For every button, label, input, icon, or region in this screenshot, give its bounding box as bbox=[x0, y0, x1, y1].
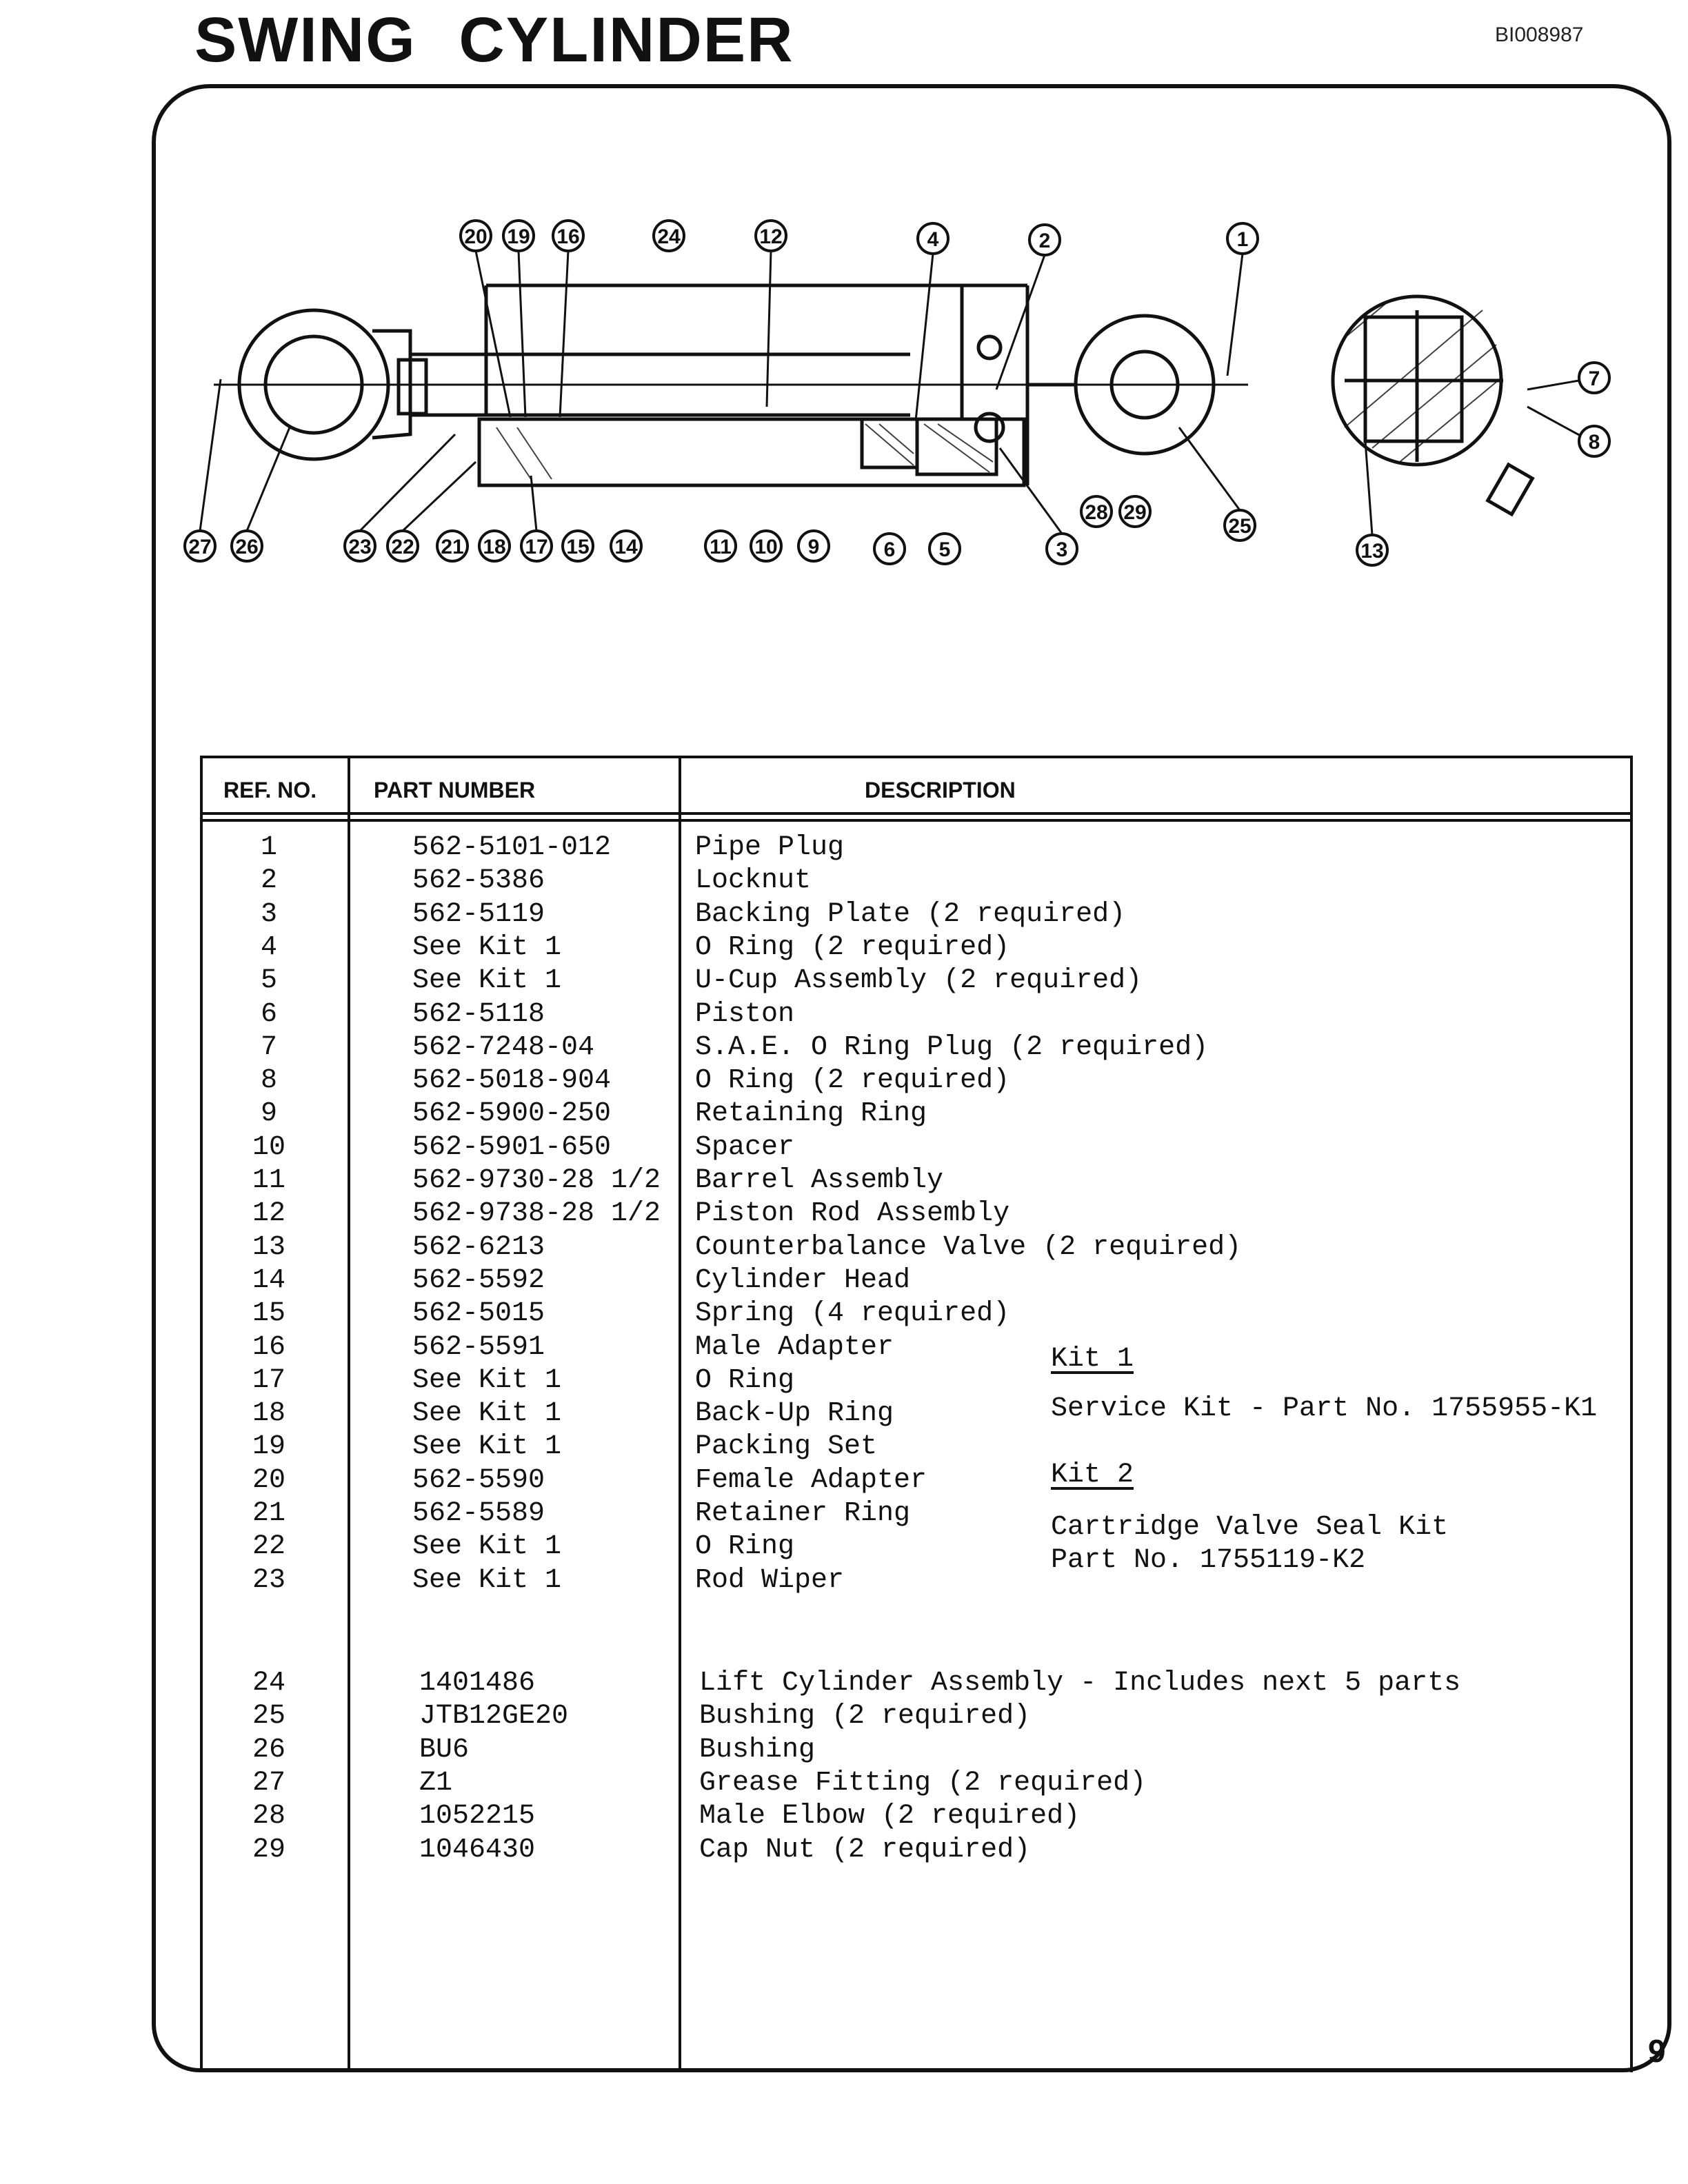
callout-5: 5 bbox=[938, 538, 951, 561]
ref-no-cell: 16 bbox=[252, 1331, 285, 1363]
ref-no-cell: 22 bbox=[252, 1531, 285, 1563]
description-cell: S.A.E. O Ring Plug (2 required) bbox=[695, 1031, 1209, 1063]
kit2-line2: Part No. 1755119-K2 bbox=[1051, 1545, 1366, 1576]
part-number-cell: 562-5901-650 bbox=[412, 1131, 612, 1163]
ref-no-cell: 29 bbox=[252, 1834, 285, 1866]
part-number-cell: 562-7248-04 bbox=[412, 1031, 595, 1063]
kit1-text: Service Kit - Part No. 1755955-K1 bbox=[1051, 1393, 1598, 1424]
header-rule bbox=[200, 812, 1633, 815]
table-row bbox=[200, 1734, 1633, 1767]
table-row bbox=[200, 1164, 1633, 1197]
part-number-cell: 562-5015 bbox=[412, 1298, 545, 1330]
part-number-cell: 562-9730-28 1/2 bbox=[412, 1165, 661, 1196]
header-ref-no: REF. NO. bbox=[223, 778, 317, 802]
description-cell: Back-Up Ring bbox=[695, 1398, 894, 1430]
callout-6: 6 bbox=[883, 538, 896, 561]
callout-14: 14 bbox=[614, 536, 638, 558]
part-number-cell: 562-9738-28 1/2 bbox=[412, 1198, 661, 1230]
callout-28: 28 bbox=[1085, 501, 1108, 524]
description-cell: O Ring bbox=[695, 1531, 795, 1563]
callout-10: 10 bbox=[754, 536, 778, 558]
ref-no-cell: 20 bbox=[252, 1464, 285, 1496]
description-cell: Male Elbow (2 required) bbox=[699, 1801, 1081, 1832]
part-number-cell: 1052215 bbox=[419, 1801, 536, 1832]
ref-no-cell: 5 bbox=[260, 965, 277, 997]
part-number-cell: 562-5386 bbox=[412, 865, 545, 897]
part-number-cell: See Kit 1 bbox=[412, 1364, 562, 1396]
ref-no-cell: 8 bbox=[260, 1065, 277, 1097]
table-row bbox=[200, 1031, 1633, 1064]
part-number-cell: See Kit 1 bbox=[412, 1531, 562, 1563]
description-cell: Retaining Ring bbox=[695, 1098, 927, 1130]
description-cell: Retainer Ring bbox=[695, 1498, 911, 1529]
description-cell: Rod Wiper bbox=[695, 1564, 845, 1596]
part-number-cell: 562-6213 bbox=[412, 1231, 545, 1263]
part-number-cell: 562-5592 bbox=[412, 1264, 545, 1296]
callout-18: 18 bbox=[483, 536, 506, 558]
table-row bbox=[200, 1700, 1633, 1733]
description-cell: Barrel Assembly bbox=[695, 1165, 944, 1196]
header-part-number: PART NUMBER bbox=[374, 778, 536, 802]
description-cell: O Ring (2 required) bbox=[695, 931, 1010, 963]
kit2-title: Kit 2 bbox=[1051, 1459, 1134, 1490]
callout-17: 17 bbox=[525, 536, 548, 558]
part-number-cell: Z1 bbox=[419, 1767, 453, 1799]
part-number-cell: 562-5591 bbox=[412, 1331, 545, 1363]
page-title: SWING CYLINDER bbox=[194, 5, 794, 75]
swing-cylinder-diagram bbox=[172, 200, 1634, 586]
ref-no-cell: 11 bbox=[252, 1165, 285, 1196]
callout-27: 27 bbox=[188, 536, 212, 558]
part-number-cell: 562-5118 bbox=[412, 998, 545, 1030]
description-cell: O Ring (2 required) bbox=[695, 1065, 1010, 1097]
description-cell: Piston Rod Assembly bbox=[695, 1198, 1010, 1230]
part-number-cell: 562-5900-250 bbox=[412, 1098, 612, 1130]
description-cell: Spring (4 required) bbox=[695, 1298, 1010, 1330]
header-description: DESCRIPTION bbox=[865, 778, 1016, 802]
table-row bbox=[200, 1098, 1633, 1131]
ref-no-cell: 18 bbox=[252, 1398, 285, 1430]
table-header bbox=[200, 756, 1633, 813]
part-number-cell: 562-5590 bbox=[412, 1464, 545, 1496]
table-row bbox=[200, 1197, 1633, 1231]
description-cell: Pipe Plug bbox=[695, 832, 845, 863]
kit1-title: Kit 1 bbox=[1051, 1344, 1134, 1375]
table-row bbox=[200, 1131, 1633, 1164]
callout-25: 25 bbox=[1228, 515, 1252, 538]
callout-7: 7 bbox=[1588, 367, 1600, 390]
callout-22: 22 bbox=[391, 536, 414, 558]
callout-2: 2 bbox=[1038, 230, 1051, 252]
part-number-cell: See Kit 1 bbox=[412, 931, 562, 963]
ref-no-cell: 2 bbox=[260, 865, 277, 897]
table-row bbox=[200, 1464, 1633, 1497]
ref-no-cell: 15 bbox=[252, 1298, 285, 1330]
callout-26: 26 bbox=[235, 536, 259, 558]
ref-no-cell: 27 bbox=[252, 1767, 285, 1799]
table-row bbox=[200, 831, 1633, 865]
part-number-cell: 1046430 bbox=[419, 1834, 536, 1866]
part-number-cell: See Kit 1 bbox=[412, 965, 562, 997]
part-number-cell: 562-5589 bbox=[412, 1498, 545, 1529]
callout-1: 1 bbox=[1236, 228, 1249, 251]
callout-20: 20 bbox=[464, 225, 488, 248]
description-cell: Cap Nut (2 required) bbox=[699, 1834, 1031, 1866]
table-row bbox=[200, 1667, 1633, 1700]
table-row bbox=[200, 998, 1633, 1031]
table-row bbox=[200, 1564, 1633, 1597]
callout-9: 9 bbox=[807, 536, 820, 558]
part-number-cell: See Kit 1 bbox=[412, 1564, 562, 1596]
description-cell: Piston bbox=[695, 998, 795, 1030]
part-number-cell: 1401486 bbox=[419, 1668, 536, 1699]
ref-no-cell: 14 bbox=[252, 1264, 285, 1296]
part-number-cell: BU6 bbox=[419, 1734, 470, 1766]
description-cell: U-Cup Assembly (2 required) bbox=[695, 965, 1143, 997]
ref-no-cell: 4 bbox=[260, 931, 277, 963]
table-row bbox=[200, 1767, 1633, 1800]
callout-4: 4 bbox=[927, 228, 939, 251]
ref-no-cell: 7 bbox=[260, 1031, 277, 1063]
description-cell: Locknut bbox=[695, 865, 812, 897]
part-number-cell: 562-5119 bbox=[412, 898, 545, 930]
description-cell: Spacer bbox=[695, 1131, 795, 1163]
callout-16: 16 bbox=[556, 225, 580, 248]
ref-no-cell: 17 bbox=[252, 1364, 285, 1396]
description-cell: O Ring bbox=[695, 1364, 795, 1396]
description-cell: Grease Fitting (2 required) bbox=[699, 1767, 1147, 1799]
description-cell: Counterbalance Valve (2 required) bbox=[695, 1231, 1242, 1263]
kit2-line1: Cartridge Valve Seal Kit bbox=[1051, 1512, 1449, 1543]
ref-no-cell: 21 bbox=[252, 1498, 285, 1529]
callout-23: 23 bbox=[348, 536, 372, 558]
ref-no-cell: 28 bbox=[252, 1801, 285, 1832]
callout-13: 13 bbox=[1360, 540, 1384, 563]
table-row bbox=[200, 964, 1633, 998]
description-cell: Cylinder Head bbox=[695, 1264, 911, 1296]
ref-no-cell: 12 bbox=[252, 1198, 285, 1230]
table-row bbox=[200, 1430, 1633, 1464]
part-number-cell: See Kit 1 bbox=[412, 1398, 562, 1430]
ref-no-cell: 24 bbox=[252, 1668, 285, 1699]
callout-15: 15 bbox=[566, 536, 590, 558]
description-cell: Lift Cylinder Assembly - Includes next 5 parts bbox=[699, 1668, 1461, 1699]
document-code: BI008987 bbox=[1495, 23, 1584, 46]
callout-12: 12 bbox=[759, 225, 783, 248]
ref-no-cell: 6 bbox=[260, 998, 277, 1030]
ref-no-cell: 3 bbox=[260, 898, 277, 930]
ref-no-cell: 13 bbox=[252, 1231, 285, 1263]
callout-24: 24 bbox=[657, 225, 681, 248]
callout-19: 19 bbox=[507, 225, 530, 248]
table-row bbox=[200, 1231, 1633, 1264]
ref-no-cell: 9 bbox=[260, 1098, 277, 1130]
table-row bbox=[200, 1264, 1633, 1297]
table-row bbox=[200, 1800, 1633, 1833]
part-number-cell: 562-5018-904 bbox=[412, 1065, 612, 1097]
table-row bbox=[200, 1064, 1633, 1098]
description-cell: Backing Plate (2 required) bbox=[695, 898, 1126, 930]
ref-no-cell: 1 bbox=[260, 832, 277, 863]
ref-no-cell: 25 bbox=[252, 1701, 285, 1732]
description-cell: Bushing bbox=[699, 1734, 816, 1766]
part-number-cell: JTB12GE20 bbox=[419, 1701, 569, 1732]
part-number-cell: See Kit 1 bbox=[412, 1431, 562, 1463]
callout-29: 29 bbox=[1123, 501, 1147, 524]
callout-11: 11 bbox=[710, 536, 732, 558]
description-cell: Packing Set bbox=[695, 1431, 878, 1463]
ref-no-cell: 26 bbox=[252, 1734, 285, 1766]
ref-no-cell: 19 bbox=[252, 1431, 285, 1463]
ref-no-cell: 23 bbox=[252, 1564, 285, 1596]
ref-no-cell: 10 bbox=[252, 1131, 285, 1163]
description-cell: Bushing (2 required) bbox=[699, 1701, 1031, 1732]
table-row bbox=[200, 865, 1633, 898]
description-cell: Female Adapter bbox=[695, 1464, 927, 1496]
page-number: 9 bbox=[1648, 2033, 1666, 2069]
table-row bbox=[200, 931, 1633, 964]
part-number-cell: 562-5101-012 bbox=[412, 832, 612, 863]
header-rule-double bbox=[200, 819, 1633, 822]
callout-3: 3 bbox=[1056, 538, 1068, 561]
table-row bbox=[200, 898, 1633, 931]
table-row bbox=[200, 1297, 1633, 1331]
table-row bbox=[200, 1331, 1633, 1364]
callout-8: 8 bbox=[1588, 431, 1600, 454]
callout-21: 21 bbox=[441, 536, 464, 558]
table-row bbox=[200, 1834, 1633, 1867]
description-cell: Male Adapter bbox=[695, 1331, 894, 1363]
